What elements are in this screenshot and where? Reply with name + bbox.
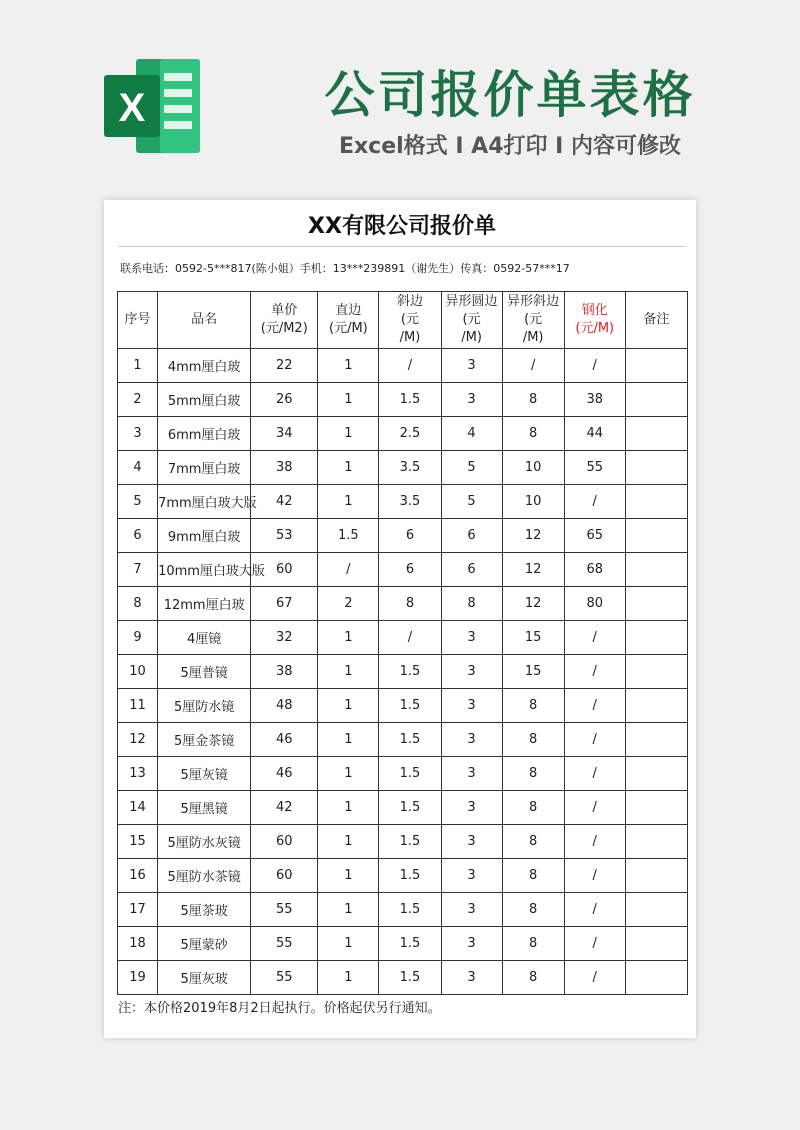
cell-straight-edge: 1 xyxy=(318,451,379,485)
cell-tempered: / xyxy=(564,961,625,995)
cell-shaped-bevel: 12 xyxy=(502,587,564,621)
cell-bevel-edge: 1.5 xyxy=(379,927,441,961)
cell-unit-price: 42 xyxy=(251,791,318,825)
cell-product: 5mm厘白玻 xyxy=(158,383,251,417)
cell-straight-edge: 1 xyxy=(318,383,379,417)
cell-remarks xyxy=(625,825,687,859)
cell-tempered: / xyxy=(564,757,625,791)
table-row xyxy=(118,961,688,995)
cell-shaped-bevel: 15 xyxy=(502,655,564,689)
cell-shaped-bevel: 8 xyxy=(502,893,564,927)
table-row xyxy=(118,655,688,689)
cell-tempered: 38 xyxy=(564,383,625,417)
cell-unit-price: 46 xyxy=(251,757,318,791)
cell-product: 5厘灰镜 xyxy=(158,757,251,791)
cell-unit-price: 55 xyxy=(251,927,318,961)
cell-round-edge: 3 xyxy=(441,927,502,961)
cell-bevel-edge: 3.5 xyxy=(379,485,441,519)
cell-tempered: / xyxy=(564,927,625,961)
cell-tempered: 68 xyxy=(564,553,625,587)
cell-bevel-edge: 1.5 xyxy=(379,689,441,723)
cell-index: 12 xyxy=(118,723,158,757)
cell-round-edge: 5 xyxy=(441,485,502,519)
cell-remarks xyxy=(625,723,687,757)
footnote: 注：本价格2019年8月2日起执行。价格起伏另行通知。 xyxy=(118,1001,441,1016)
cell-tempered: / xyxy=(564,655,625,689)
cell-tempered: 44 xyxy=(564,417,625,451)
cell-round-edge: 8 xyxy=(441,587,502,621)
cell-shaped-bevel: 12 xyxy=(502,519,564,553)
cell-round-edge: 3 xyxy=(441,621,502,655)
cell-unit-price: 26 xyxy=(251,383,318,417)
cell-round-edge: 3 xyxy=(441,961,502,995)
cell-remarks xyxy=(625,417,687,451)
cell-remarks xyxy=(625,893,687,927)
cell-product: 5厘蒙砂 xyxy=(158,927,251,961)
cell-product: 5厘防水茶镜 xyxy=(158,859,251,893)
cell-unit-price: 55 xyxy=(251,893,318,927)
cell-remarks xyxy=(625,553,687,587)
cell-bevel-edge: 1.5 xyxy=(379,791,441,825)
table-row xyxy=(118,553,688,587)
cell-index: 7 xyxy=(118,553,158,587)
cell-shaped-bevel: 8 xyxy=(502,723,564,757)
cell-product: 4mm厘白玻 xyxy=(158,349,251,383)
cell-round-edge: 3 xyxy=(441,383,502,417)
cell-straight-edge: 1 xyxy=(318,859,379,893)
cell-straight-edge: 1 xyxy=(318,791,379,825)
cell-bevel-edge: 1.5 xyxy=(379,757,441,791)
cell-remarks xyxy=(625,383,687,417)
cell-remarks xyxy=(625,859,687,893)
table-row xyxy=(118,791,688,825)
cell-round-edge: 5 xyxy=(441,451,502,485)
cell-shaped-bevel: 8 xyxy=(502,859,564,893)
cell-remarks xyxy=(625,689,687,723)
cell-bevel-edge: / xyxy=(379,621,441,655)
cell-bevel-edge: 8 xyxy=(379,587,441,621)
col-header-bevel-edge: 斜边 (元 /M) xyxy=(379,292,441,349)
cell-remarks xyxy=(625,757,687,791)
cell-product: 5厘茶玻 xyxy=(158,893,251,927)
cell-round-edge: 3 xyxy=(441,689,502,723)
cell-shaped-bevel: 8 xyxy=(502,383,564,417)
col-header-straight-edge: 直边 (元/M) xyxy=(318,292,379,349)
cell-unit-price: 38 xyxy=(251,655,318,689)
cell-product: 5厘黑镜 xyxy=(158,791,251,825)
col-header-shaped-bevel: 异形斜边 (元 /M) xyxy=(502,292,564,349)
cell-shaped-bevel: / xyxy=(502,349,564,383)
cell-index: 1 xyxy=(118,349,158,383)
cell-product: 6mm厘白玻 xyxy=(158,417,251,451)
table-row xyxy=(118,417,688,451)
cell-index: 16 xyxy=(118,859,158,893)
cell-shaped-bevel: 8 xyxy=(502,927,564,961)
cell-unit-price: 60 xyxy=(251,553,318,587)
cell-index: 8 xyxy=(118,587,158,621)
cell-index: 19 xyxy=(118,961,158,995)
col-header-unit-price: 单价 (元/M2) xyxy=(251,292,318,349)
table-row xyxy=(118,451,688,485)
cell-remarks xyxy=(625,655,687,689)
cell-bevel-edge: 6 xyxy=(379,519,441,553)
table-row xyxy=(118,519,688,553)
cell-bevel-edge: / xyxy=(379,349,441,383)
cell-shaped-bevel: 8 xyxy=(502,757,564,791)
cell-unit-price: 34 xyxy=(251,417,318,451)
cell-product: 5厘金茶镜 xyxy=(158,723,251,757)
col-header-index: 序号 xyxy=(118,292,158,349)
cell-straight-edge: 1 xyxy=(318,927,379,961)
cell-remarks xyxy=(625,961,687,995)
cell-straight-edge: 1 xyxy=(318,757,379,791)
table-row xyxy=(118,383,688,417)
cell-shaped-bevel: 8 xyxy=(502,825,564,859)
cell-shaped-bevel: 8 xyxy=(502,961,564,995)
cell-round-edge: 3 xyxy=(441,349,502,383)
cell-unit-price: 38 xyxy=(251,451,318,485)
cell-product: 9mm厘白玻 xyxy=(158,519,251,553)
cell-round-edge: 3 xyxy=(441,791,502,825)
table-row xyxy=(118,893,688,927)
cell-straight-edge: / xyxy=(318,553,379,587)
cell-bevel-edge: 1.5 xyxy=(379,893,441,927)
cell-straight-edge: 1 xyxy=(318,655,379,689)
cell-shaped-bevel: 8 xyxy=(502,689,564,723)
table-row xyxy=(118,621,688,655)
cell-tempered: / xyxy=(564,621,625,655)
cell-tempered: 65 xyxy=(564,519,625,553)
cell-index: 10 xyxy=(118,655,158,689)
cell-straight-edge: 1 xyxy=(318,689,379,723)
table-row xyxy=(118,349,688,383)
cell-bevel-edge: 1.5 xyxy=(379,655,441,689)
price-table xyxy=(117,291,688,995)
cell-index: 11 xyxy=(118,689,158,723)
cell-product: 4厘镜 xyxy=(158,621,251,655)
cell-index: 5 xyxy=(118,485,158,519)
cell-round-edge: 6 xyxy=(441,519,502,553)
cell-unit-price: 48 xyxy=(251,689,318,723)
cell-remarks xyxy=(625,621,687,655)
cell-product: 12mm厘白玻 xyxy=(158,587,251,621)
cell-shaped-bevel: 8 xyxy=(502,791,564,825)
cell-shaped-bevel: 10 xyxy=(502,485,564,519)
cell-straight-edge: 1 xyxy=(318,349,379,383)
cell-index: 13 xyxy=(118,757,158,791)
cell-tempered: 55 xyxy=(564,451,625,485)
contact-line: 联系电话：0592-5***817(陈小姐）手机：13***239891（谢先生）传真：0592-57***17 xyxy=(120,262,570,275)
cell-round-edge: 3 xyxy=(441,893,502,927)
cell-remarks xyxy=(625,927,687,961)
table-row xyxy=(118,859,688,893)
cell-product: 5厘普镜 xyxy=(158,655,251,689)
cell-remarks xyxy=(625,587,687,621)
cell-round-edge: 3 xyxy=(441,825,502,859)
cell-tempered: / xyxy=(564,723,625,757)
col-header-round-edge: 异形圆边 (元 /M) xyxy=(441,292,502,349)
cell-tempered: / xyxy=(564,349,625,383)
cell-product: 5厘防水灰镜 xyxy=(158,825,251,859)
cell-straight-edge: 1 xyxy=(318,723,379,757)
cell-shaped-bevel: 15 xyxy=(502,621,564,655)
cell-index: 3 xyxy=(118,417,158,451)
cell-index: 6 xyxy=(118,519,158,553)
cell-unit-price: 55 xyxy=(251,961,318,995)
col-header-remarks: 备注 xyxy=(625,292,687,349)
cell-round-edge: 3 xyxy=(441,757,502,791)
cell-index: 9 xyxy=(118,621,158,655)
cell-remarks xyxy=(625,791,687,825)
cell-remarks xyxy=(625,349,687,383)
cell-unit-price: 42 xyxy=(251,485,318,519)
excel-logo-icon xyxy=(102,57,202,155)
cell-round-edge: 3 xyxy=(441,723,502,757)
table-row xyxy=(118,825,688,859)
cell-tempered: / xyxy=(564,791,625,825)
cell-round-edge: 6 xyxy=(441,553,502,587)
cell-index: 4 xyxy=(118,451,158,485)
cell-product: 5厘防水镜 xyxy=(158,689,251,723)
cell-product: 5厘灰玻 xyxy=(158,961,251,995)
cell-bevel-edge: 6 xyxy=(379,553,441,587)
cell-index: 15 xyxy=(118,825,158,859)
logo-letter: X xyxy=(118,86,146,130)
cell-tempered: 80 xyxy=(564,587,625,621)
cell-tempered: / xyxy=(564,859,625,893)
page-title: 公司报价单表格 xyxy=(324,66,696,124)
cell-round-edge: 3 xyxy=(441,655,502,689)
cell-bevel-edge: 1.5 xyxy=(379,859,441,893)
cell-bevel-edge: 1.5 xyxy=(379,825,441,859)
table-row xyxy=(118,757,688,791)
cell-shaped-bevel: 10 xyxy=(502,451,564,485)
cell-index: 17 xyxy=(118,893,158,927)
cell-tempered: / xyxy=(564,485,625,519)
col-header-product: 品名 xyxy=(158,292,251,349)
cell-unit-price: 60 xyxy=(251,825,318,859)
cell-unit-price: 22 xyxy=(251,349,318,383)
cell-unit-price: 32 xyxy=(251,621,318,655)
table-row xyxy=(118,485,688,519)
cell-remarks xyxy=(625,519,687,553)
table-row xyxy=(118,723,688,757)
cell-shaped-bevel: 8 xyxy=(502,417,564,451)
cell-tempered: / xyxy=(564,893,625,927)
cell-straight-edge: 1 xyxy=(318,621,379,655)
cell-bevel-edge: 1.5 xyxy=(379,383,441,417)
cell-bevel-edge: 3.5 xyxy=(379,451,441,485)
cell-tempered: / xyxy=(564,825,625,859)
cell-round-edge: 4 xyxy=(441,417,502,451)
page-header xyxy=(0,0,800,190)
cell-straight-edge: 1 xyxy=(318,417,379,451)
cell-straight-edge: 2 xyxy=(318,587,379,621)
cell-product: 7mm厘白玻大版 xyxy=(158,485,251,519)
cell-product: 10mm厘白玻大版 xyxy=(158,553,251,587)
cell-straight-edge: 1 xyxy=(318,485,379,519)
col-header-tempered: 钢化 (元/M) xyxy=(564,292,625,349)
cell-bevel-edge: 1.5 xyxy=(379,723,441,757)
cell-unit-price: 53 xyxy=(251,519,318,553)
cell-straight-edge: 1 xyxy=(318,893,379,927)
cell-bevel-edge: 1.5 xyxy=(379,961,441,995)
sheet-title: XX有限公司报价单 xyxy=(118,208,686,247)
quotation-sheet xyxy=(104,200,696,1038)
table-row xyxy=(118,927,688,961)
cell-bevel-edge: 2.5 xyxy=(379,417,441,451)
cell-index: 18 xyxy=(118,927,158,961)
cell-straight-edge: 1 xyxy=(318,825,379,859)
cell-tempered: / xyxy=(564,689,625,723)
cell-index: 2 xyxy=(118,383,158,417)
table-row xyxy=(118,587,688,621)
cell-unit-price: 67 xyxy=(251,587,318,621)
cell-straight-edge: 1.5 xyxy=(318,519,379,553)
cell-shaped-bevel: 12 xyxy=(502,553,564,587)
table-header-row xyxy=(118,292,688,349)
cell-remarks xyxy=(625,451,687,485)
cell-product: 7mm厘白玻 xyxy=(158,451,251,485)
cell-straight-edge: 1 xyxy=(318,961,379,995)
table-row xyxy=(118,689,688,723)
cell-remarks xyxy=(625,485,687,519)
cell-unit-price: 46 xyxy=(251,723,318,757)
cell-index: 14 xyxy=(118,791,158,825)
cell-round-edge: 3 xyxy=(441,859,502,893)
cell-unit-price: 60 xyxy=(251,859,318,893)
page-subtitle: Excel格式 I A4打印 I 内容可修改 xyxy=(338,134,682,159)
